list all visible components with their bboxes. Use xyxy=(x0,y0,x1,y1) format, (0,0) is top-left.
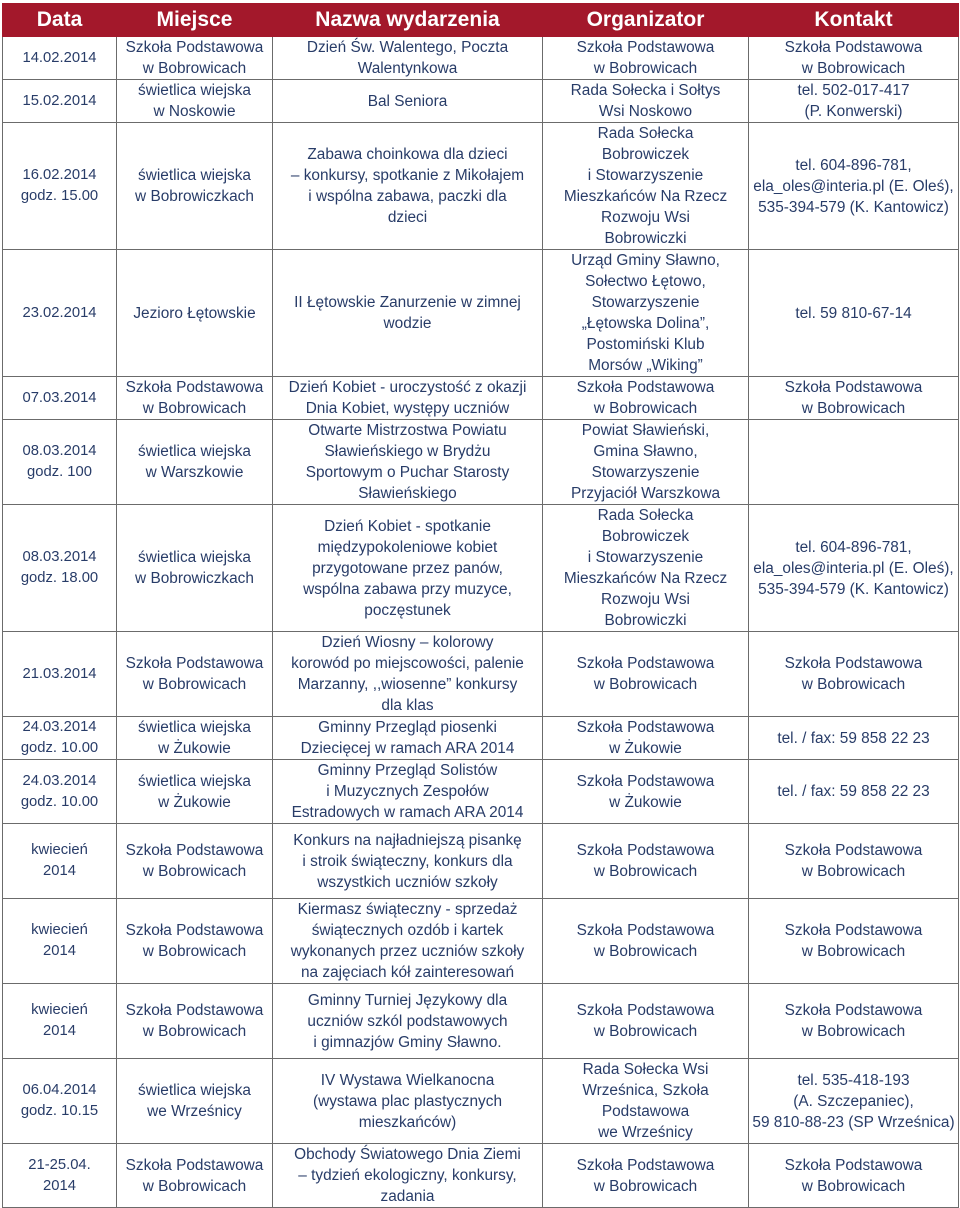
contact-line: ela_oles@interia.pl (E. Oleś), xyxy=(753,177,954,195)
organizer-line: Szkoła Podstawowa xyxy=(576,772,715,790)
event-line: dzieci xyxy=(387,209,428,226)
organizer-line: Rozwoju Wsi xyxy=(601,209,690,226)
date-line: godz. 15.00 xyxy=(20,188,99,204)
cell-contact xyxy=(749,250,959,377)
organizer-line: Szkoła Podstawowa xyxy=(576,1156,715,1174)
organizer-line: i Stowarzyszenie xyxy=(587,549,704,566)
place-line: we Wrześnicy xyxy=(147,1103,242,1120)
table-row xyxy=(3,250,959,377)
contact-line: w Bobrowicach xyxy=(801,676,906,693)
place-line: w Bobrowicach xyxy=(142,1023,247,1040)
cell-event xyxy=(273,420,543,505)
date-line: 24.03.2014 xyxy=(22,772,97,789)
event-line: Dnia Kobiet, występy uczniów xyxy=(305,400,510,417)
cell-organizer xyxy=(543,899,749,984)
table-row xyxy=(3,37,959,80)
event-line: Dzień Wiosny – kolorowy xyxy=(321,634,494,651)
place-line: świetlica wiejska xyxy=(138,443,251,460)
contact-line: w Bobrowicach xyxy=(801,863,906,880)
organizer-line: Wsi Noskowo xyxy=(598,103,693,120)
event-line: Konkurs na najładniejszą pisankę xyxy=(293,831,522,849)
contact-line: Szkoła Podstawowa xyxy=(784,842,923,859)
organizer-line: Szkoła Podstawowa xyxy=(576,1002,715,1019)
place-line: w Noskowie xyxy=(153,103,236,120)
cell-contact xyxy=(749,80,959,123)
cell-organizer xyxy=(543,377,749,420)
cell-contact xyxy=(749,1059,959,1144)
event-line: – tydzień ekologiczny, konkursy, xyxy=(298,1167,517,1184)
cell-place xyxy=(117,717,273,760)
organizer-line: w Żukowie xyxy=(609,793,682,811)
organizer-line: Powiat Sławieński, xyxy=(581,422,710,439)
table-row xyxy=(3,632,959,717)
table-row xyxy=(3,717,959,760)
date-line: 14.02.2014 xyxy=(22,49,97,66)
cell-contact xyxy=(749,899,959,984)
table-body xyxy=(3,37,959,1208)
date-line: kwiecień xyxy=(31,1002,88,1018)
events-table xyxy=(2,3,959,1208)
contact-line: tel. / fax: 59 858 22 23 xyxy=(777,783,930,800)
cell-organizer xyxy=(543,1059,749,1144)
cell-place xyxy=(117,899,273,984)
cell-organizer xyxy=(543,37,749,80)
cell-contact xyxy=(749,377,959,420)
organizer-line: w Bobrowicach xyxy=(593,943,698,960)
event-line: uczniów szkól podstawowych xyxy=(307,1012,508,1030)
organizer-line: Morsów „Wiking” xyxy=(588,357,703,374)
cell-organizer xyxy=(543,824,749,899)
cell-contact xyxy=(749,717,959,760)
organizer-line: Rada Sołecka Wsi xyxy=(582,1061,709,1078)
cell-date xyxy=(3,984,117,1059)
organizer-line: w Bobrowicach xyxy=(593,60,698,77)
date-line: godz. 18.00 xyxy=(20,570,99,586)
cell-date xyxy=(3,123,117,250)
event-line: i wspólna zabawa, paczki dla xyxy=(308,188,507,205)
cell-date xyxy=(3,760,117,824)
place-line: Szkoła Podstawowa xyxy=(125,379,264,396)
organizer-line: Rada Sołecka xyxy=(597,125,694,142)
cell-organizer xyxy=(543,505,749,632)
organizer-line: Rozwoju Wsi xyxy=(601,591,690,608)
cell-contact xyxy=(749,420,959,505)
event-line: (wystawa plac plastycznych xyxy=(312,1092,503,1110)
event-line: Dzień Św. Walentego, Poczta xyxy=(306,39,509,56)
table-row xyxy=(3,505,959,632)
cell-event xyxy=(273,250,543,377)
cell-date xyxy=(3,505,117,632)
cell-place xyxy=(117,632,273,717)
place-line: Szkoła Podstawowa xyxy=(125,1002,264,1019)
cell-place xyxy=(117,505,273,632)
table-row xyxy=(3,123,959,250)
date-line: 24.03.2014 xyxy=(22,719,97,735)
place-line: w Bobrowicach xyxy=(142,60,247,77)
event-line: wodzie xyxy=(383,315,432,332)
cell-contact xyxy=(749,824,959,899)
cell-date xyxy=(3,632,117,717)
cell-place xyxy=(117,1059,273,1144)
date-line: godz. 10.00 xyxy=(20,793,99,810)
organizer-line: Szkoła Podstawowa xyxy=(576,719,715,736)
place-line: Szkoła Podstawowa xyxy=(125,922,264,939)
date-line: kwiecień xyxy=(31,842,88,858)
place-line: Jezioro Łętowskie xyxy=(133,304,256,322)
event-line: II Łętowskie Zanurzenie w zimnej xyxy=(294,294,521,311)
event-line: Gminny Przegląd piosenki xyxy=(318,719,497,736)
event-line: Dzień Kobiet - uroczystość z okazji xyxy=(288,379,527,396)
organizer-line: w Bobrowicach xyxy=(593,400,698,417)
organizer-line: Bobrowiczek xyxy=(601,146,690,163)
contact-line: w Bobrowicach xyxy=(801,400,906,417)
cell-contact xyxy=(749,1144,959,1208)
organizer-line: w Żukowie xyxy=(609,740,682,757)
place-line: w Warszkowie xyxy=(145,464,244,481)
contact-line: Szkoła Podstawowa xyxy=(784,1156,923,1174)
place-line: świetlica wiejska xyxy=(138,719,251,736)
cell-contact xyxy=(749,984,959,1059)
organizer-line: Szkoła Podstawowa xyxy=(576,842,715,859)
contact-line: 535-394-579 (K. Kantowicz) xyxy=(758,198,949,216)
date-line: 21-25.04. xyxy=(28,1156,91,1173)
organizer-line: Bobrowiczki xyxy=(604,230,687,247)
cell-contact xyxy=(749,632,959,717)
contact-line: w Bobrowicach xyxy=(801,60,906,77)
place-line: Szkoła Podstawowa xyxy=(125,655,264,672)
event-line: Sportowym o Puchar Starosty xyxy=(305,464,510,481)
table-row xyxy=(3,377,959,420)
organizer-line: Szkoła Podstawowa xyxy=(576,379,715,396)
event-line: Walentynkowa xyxy=(357,60,458,77)
contact-line: 59 810-88-23 (SP Wrześnica) xyxy=(752,1113,955,1131)
contact-line: (A. Szczepaniec), xyxy=(793,1092,914,1110)
event-line: wszystkich uczniów szkoły xyxy=(317,873,498,891)
cell-date xyxy=(3,1059,117,1144)
cell-organizer xyxy=(543,1144,749,1208)
cell-event xyxy=(273,824,543,899)
cell-place xyxy=(117,1144,273,1208)
table-row xyxy=(3,899,959,984)
date-line: 23.02.2014 xyxy=(22,304,97,321)
date-line: godz. 10.15 xyxy=(20,1103,99,1119)
table-row xyxy=(3,1144,959,1208)
place-line: świetlica wiejska xyxy=(138,82,251,99)
cell-contact xyxy=(749,123,959,250)
organizer-line: Szkoła Podstawowa xyxy=(576,922,715,939)
event-line: Gminny Turniej Językowy dla xyxy=(307,991,508,1009)
cell-organizer xyxy=(543,420,749,505)
date-line: 2014 xyxy=(43,1177,76,1194)
organizer-line: we Wrześnicy xyxy=(598,1124,693,1141)
event-line: na zajęciach kół zainteresowań xyxy=(300,964,515,981)
cell-date xyxy=(3,717,117,760)
organizer-line: Mieszkańców Na Rzecz xyxy=(563,188,728,205)
table-row xyxy=(3,1059,959,1144)
event-line: i gimnazjów Gminy Sławno. xyxy=(313,1033,502,1051)
date-line: 08.03.2014 xyxy=(22,443,97,459)
contact-line: w Bobrowicach xyxy=(801,1177,906,1195)
date-line: 2014 xyxy=(43,943,76,959)
cell-place xyxy=(117,250,273,377)
organizer-line: w Bobrowicach xyxy=(593,863,698,880)
date-line: 2014 xyxy=(43,863,76,879)
organizer-line: Szkoła Podstawowa xyxy=(576,655,715,672)
organizer-line: Postomiński Klub xyxy=(586,336,705,353)
date-line: 07.03.2014 xyxy=(22,389,97,406)
contact-line: Szkoła Podstawowa xyxy=(784,922,923,939)
cell-date xyxy=(3,377,117,420)
table-row xyxy=(3,984,959,1059)
place-line: w Bobrowiczkach xyxy=(135,570,254,587)
event-line: i Muzycznych Zespołów xyxy=(326,783,489,800)
event-line: Kiermasz świąteczny - sprzedaż xyxy=(297,901,518,918)
contact-line: tel. 535-418-193 xyxy=(797,1071,910,1089)
table-row xyxy=(3,80,959,123)
cell-event xyxy=(273,717,543,760)
cell-event xyxy=(273,760,543,824)
cell-contact xyxy=(749,37,959,80)
date-line: godz. 10.00 xyxy=(20,740,99,756)
header-row xyxy=(3,4,959,37)
header-date: Data xyxy=(3,4,117,37)
contact-line: ela_oles@interia.pl (E. Oleś), xyxy=(753,559,954,577)
contact-line: w Bobrowicach xyxy=(801,1023,906,1040)
event-line: przygotowane przez panów, xyxy=(312,559,503,577)
cell-date xyxy=(3,824,117,899)
organizer-line: i Stowarzyszenie xyxy=(587,167,704,184)
contact-line: tel. 604-896-781, xyxy=(795,538,912,556)
organizer-line: w Bobrowicach xyxy=(593,1023,698,1040)
date-line: kwiecień xyxy=(31,922,88,938)
contact-line: w Bobrowicach xyxy=(801,943,906,960)
cell-event xyxy=(273,377,543,420)
cell-date xyxy=(3,250,117,377)
cell-date xyxy=(3,37,117,80)
date-line: 21.03.2014 xyxy=(22,665,97,682)
event-line: Gminny Przegląd Solistów xyxy=(317,762,498,779)
cell-event xyxy=(273,1059,543,1144)
cell-event xyxy=(273,632,543,717)
organizer-line: Stowarzyszenie xyxy=(591,294,700,311)
cell-contact xyxy=(749,505,959,632)
cell-date xyxy=(3,1144,117,1208)
organizer-line: Gmina Sławno, xyxy=(593,443,698,460)
organizer-line: w Bobrowicach xyxy=(593,676,698,693)
cell-organizer xyxy=(543,717,749,760)
event-line: korowód po miejscowości, palenie xyxy=(291,655,524,672)
event-line: Dzień Kobiet - spotkanie xyxy=(324,517,491,535)
date-line: 15.02.2014 xyxy=(22,92,97,109)
place-line: w Bobrowiczkach xyxy=(135,188,254,205)
event-line: wspólna zabawa przy muzyce, xyxy=(303,580,512,598)
contact-line: tel. 604-896-781, xyxy=(795,156,912,174)
cell-date xyxy=(3,899,117,984)
event-line: wykonanych przez uczniów szkoły xyxy=(290,943,525,960)
organizer-line: Rada Sołecka i Sołtys xyxy=(570,82,721,99)
date-line: 08.03.2014 xyxy=(22,549,97,565)
cell-organizer xyxy=(543,123,749,250)
event-line: i stroik świąteczny, konkurs dla xyxy=(302,852,513,870)
cell-date xyxy=(3,80,117,123)
cell-place xyxy=(117,760,273,824)
place-line: w Bobrowicach xyxy=(142,943,247,960)
event-line: Bal Seniora xyxy=(367,92,448,110)
event-line: świątecznych ozdób i kartek xyxy=(311,922,504,939)
organizer-line: w Bobrowicach xyxy=(593,1177,698,1195)
contact-line: Szkoła Podstawowa xyxy=(784,39,923,56)
table-row xyxy=(3,824,959,899)
event-line: Obchody Światowego Dnia Ziemi xyxy=(294,1146,521,1163)
place-line: Szkoła Podstawowa xyxy=(125,39,264,56)
cell-place xyxy=(117,123,273,250)
cell-event xyxy=(273,984,543,1059)
cell-place xyxy=(117,377,273,420)
cell-organizer xyxy=(543,80,749,123)
cell-place xyxy=(117,80,273,123)
cell-event xyxy=(273,80,543,123)
cell-organizer xyxy=(543,632,749,717)
event-line: Zabawa choinkowa dla dzieci xyxy=(307,146,508,163)
place-line: w Żukowie xyxy=(158,740,231,757)
cell-place xyxy=(117,37,273,80)
cell-event xyxy=(273,37,543,80)
place-line: w Bobrowicach xyxy=(142,400,247,417)
organizer-line: Wrześnica, Szkoła xyxy=(582,1082,709,1099)
organizer-line: Mieszkańców Na Rzecz xyxy=(563,570,728,587)
contact-line: (P. Konwerski) xyxy=(804,103,903,120)
event-line: mieszkańców) xyxy=(358,1113,457,1131)
place-line: świetlica wiejska xyxy=(138,167,251,184)
cell-contact xyxy=(749,760,959,824)
date-line: 16.02.2014 xyxy=(22,167,97,183)
contact-line: tel. 502-017-417 xyxy=(797,82,910,99)
place-line: w Bobrowicach xyxy=(142,863,247,880)
page xyxy=(0,3,960,1205)
contact-line: Szkoła Podstawowa xyxy=(784,655,923,672)
header-place: Miejsce xyxy=(117,4,273,37)
contact-line: tel. / fax: 59 858 22 23 xyxy=(777,729,930,747)
organizer-line: Sołectwo Łętowo, xyxy=(585,273,706,290)
place-line: świetlica wiejska xyxy=(138,772,251,790)
place-line: Szkoła Podstawowa xyxy=(125,1156,264,1174)
header-organizer: Organizator xyxy=(543,4,749,37)
cell-event xyxy=(273,505,543,632)
event-line: międzypokoleniowe kobiet xyxy=(317,538,498,556)
event-line: Sławieńskiego w Brydżu xyxy=(324,443,491,460)
contact-line: Szkoła Podstawowa xyxy=(784,379,923,396)
place-line: w Bobrowicach xyxy=(142,676,247,693)
place-line: Szkoła Podstawowa xyxy=(125,842,264,859)
organizer-line: Urząd Gminy Sławno, xyxy=(571,252,720,269)
cell-place xyxy=(117,824,273,899)
event-line: Otwarte Mistrzostwa Powiatu xyxy=(308,422,507,439)
header-event: Nazwa wydarzenia xyxy=(273,4,543,37)
cell-place xyxy=(117,984,273,1059)
cell-event xyxy=(273,123,543,250)
date-line: godz. 100 xyxy=(27,464,92,480)
organizer-line: Podstawowa xyxy=(601,1103,690,1120)
date-line: 06.04.2014 xyxy=(22,1082,97,1098)
organizer-line: Przyjaciół Warszkowa xyxy=(570,485,721,502)
cell-place xyxy=(117,420,273,505)
place-line: świetlica wiejska xyxy=(138,1082,251,1099)
event-line: IV Wystawa Wielkanocna xyxy=(320,1071,495,1089)
event-line: Marzanny, ,,wiosenne” konkursy xyxy=(297,676,518,693)
place-line: świetlica wiejska xyxy=(138,549,251,566)
cell-event xyxy=(273,899,543,984)
contact-line: 535-394-579 (K. Kantowicz) xyxy=(758,580,949,598)
organizer-line: „Łętowska Dolina”, xyxy=(581,315,710,332)
organizer-line: Stowarzyszenie xyxy=(591,464,700,481)
organizer-line: Bobrowiczek xyxy=(601,528,690,545)
place-line: w Żukowie xyxy=(158,793,231,811)
organizer-line: Rada Sołecka xyxy=(597,507,694,524)
event-line: poczęstunek xyxy=(364,601,451,619)
event-line: Dziecięcej w ramach ARA 2014 xyxy=(300,740,515,757)
date-line: 2014 xyxy=(43,1023,76,1039)
event-line: Estradowych w ramach ARA 2014 xyxy=(291,804,524,821)
table-row xyxy=(3,760,959,824)
cell-organizer xyxy=(543,250,749,377)
organizer-line: Szkoła Podstawowa xyxy=(576,39,715,56)
cell-date xyxy=(3,420,117,505)
event-line: dla klas xyxy=(381,697,434,714)
event-line: – konkursy, spotkanie z Mikołajem xyxy=(290,167,525,184)
event-line: zadania xyxy=(380,1188,435,1205)
table-row xyxy=(3,420,959,505)
place-line: w Bobrowicach xyxy=(142,1177,247,1195)
contact-line: Szkoła Podstawowa xyxy=(784,1002,923,1019)
cell-organizer xyxy=(543,984,749,1059)
organizer-line: Bobrowiczki xyxy=(604,612,687,629)
event-line: Sławieńskiego xyxy=(358,485,457,502)
cell-event xyxy=(273,1144,543,1208)
header-contact: Kontakt xyxy=(749,4,959,37)
contact-line: tel. 59 810-67-14 xyxy=(795,304,912,322)
cell-organizer xyxy=(543,760,749,824)
